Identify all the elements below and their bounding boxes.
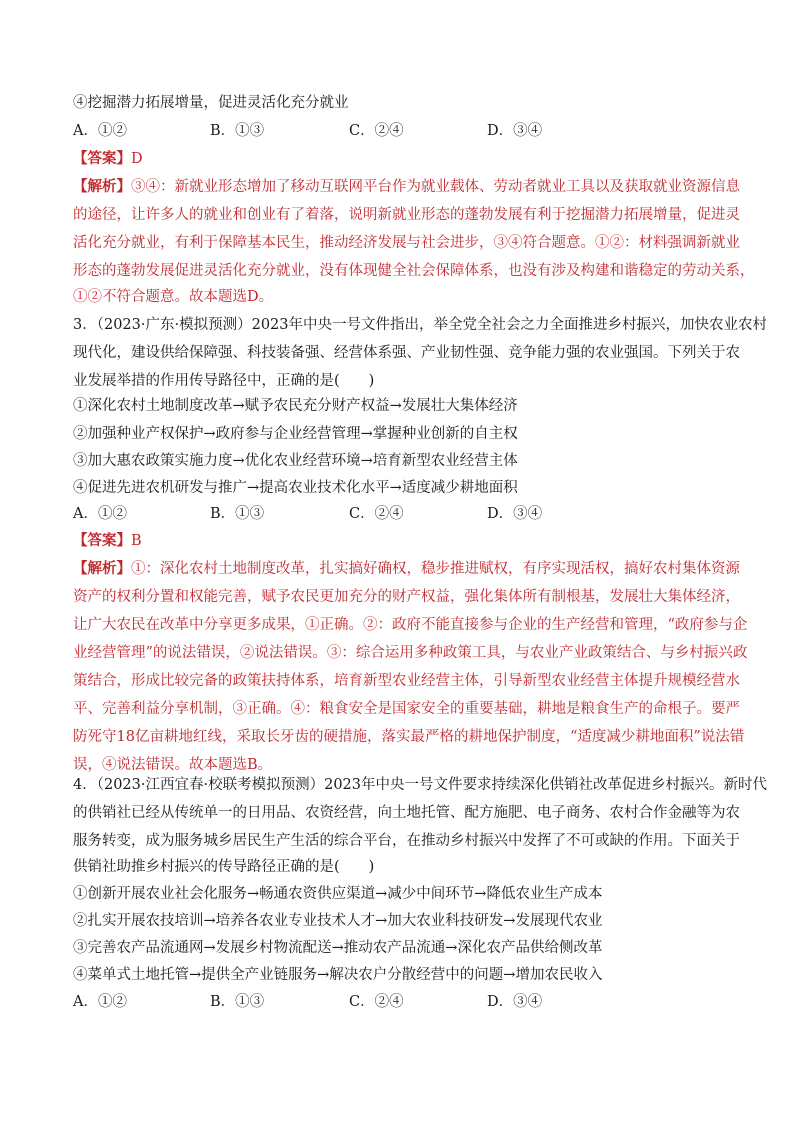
q3-item-2: ②加强种业产权保护→政府参与企业经营管理→掌握种业创新的自主权 [73,426,518,442]
answer-label: 【答案】 [73,150,131,167]
q3-analysis-line-3: 让广大农民在改革中分享更多成果，①正确。②：政府不能直接参与企业的生产经营和管理，“政府参与企 [73,617,748,633]
q3-stem-line-3: 业发展举措的作用传导路径中，正确的是( ) [73,373,375,389]
q3-analysis-line-6: 平、完善利益分享机制，③正确。④：粮食安全是国家安全的重要基础，耕地是粮食生产的命根子。要严 [73,701,740,717]
q3-analysis-line-2: 资产的权利分置和权能完善，赋予农民更加充分的财产权益，强化集体所有制根基，发展壮大集体经济， [73,589,740,605]
q4-option-c: C．②④ [349,994,404,1010]
q3-item-1: ①深化农村土地制度改革→赋予农民充分财产权益→发展壮大集体经济 [73,398,518,414]
q2-option-b: B．①③ [210,123,265,139]
q4-item-1: ①创新开展农业社会化服务→畅通农资供应渠道→减少中间环节→降低农业生产成本 [73,886,603,902]
q2-options [73,121,733,141]
q3-option-c: C．②④ [349,506,404,522]
q3-options [73,504,733,524]
q2-answer [73,149,733,169]
q3-stem-line-2: 现代化，建设供给保障强、科技装备强、经营体系强、产业韧性强、竞争能力强的农业强国。下列关于农 [73,345,740,361]
q4-options [73,992,733,1012]
q3-option-b: B．①③ [210,506,265,522]
q2-analysis-line-3: 活化充分就业，有利于保障基本民生，推动经济发展与社会进步，③④符合题意。①②：材料强调新就业 [73,235,740,251]
analysis-label: 【解析】 [73,560,131,577]
q2-item-4: ④挖掘潜力拓展增量，促进灵活化充分就业 [73,95,349,111]
q4-item-4: ④菜单式土地托管→提供全产业链服务→解决农户分散经营中的问题→增加农民收入 [73,967,603,983]
q2-analysis-line-1: 【解析】③④：新就业形态增加了移动互联网平台作为就业载体、劳动者就业工具以及获取就业资源信息 [73,178,740,195]
q3-analysis-line-1: 【解析】①：深化农村土地制度改革，扎实搞好确权，稳步推进赋权，有序实现活权，搞好农村集体资源 [73,560,740,577]
q4-stem-line-1: 4．（2023·江西宜春·校联考模拟预测）2023年中央一号文件要求持续深化供销社改革促进乡村振兴。新时代 [73,777,767,793]
q4-stem-line-4: 供销社助推乡村振兴的传导路径正确的是( ) [73,859,375,875]
q3-analysis-line-8: 误，④说法错误。故本题选B。 [73,757,273,773]
q3-analysis-line-5: 策结合，形成比较完备的政策扶持体系，培育新型农业经营主体，引导新型农业经营主体提升规模经营水 [73,673,740,689]
analysis-label: 【解析】 [73,178,131,195]
q4-item-2: ②扎实开展农技培训→培养各农业专业技术人才→加大农业科技研发→发展现代农业 [73,913,603,929]
q3-item-3: ③加大惠农政策实施力度→优化农业经营环境→培育新型农业经营主体 [73,453,518,469]
q2-option-c: C．②④ [349,123,404,139]
q3-answer [73,531,733,551]
q3-analysis-line-7: 防死守18亿亩耕地红线，采取长牙齿的硬措施，落实最严格的耕地保护制度，“适度减少耕地面积”说法错 [73,729,745,745]
answer-label: 【答案】 [73,532,131,549]
q4-item-3: ③完善农产品流通网→发展乡村物流配送→推动农产品流通→深化农产品供给侧改革 [73,940,603,956]
q3-stem-line-1: 3．（2023·广东·模拟预测）2023年中央一号文件指出，举全党全社会之力全面推进乡村振兴，加快农业农村 [73,317,767,333]
q2-option-a: A．①② [73,123,127,139]
answer-value: B [131,533,142,549]
q2-analysis-line-4: 形态的蓬勃发展促进灵活化充分就业，没有体现健全社会保障体系，也没有涉及构建和谐稳定的劳动关系， [73,263,755,279]
q4-option-d: D．③④ [487,994,543,1010]
q2-analysis-line-5: ①②不符合题意。故本题选D。 [73,289,274,305]
answer-value: D [131,151,143,167]
q2-analysis-line-2: 的途径，让许多人的就业和创业有了着落，说明新就业形态的蓬勃发展有利于挖掘潜力拓展增量，促进灵 [73,207,740,223]
q3-option-a: A．①② [73,506,127,522]
q3-analysis-line-4: 业经营管理”的说法错误，②说法错误。③：综合运用多种政策工具，与农业产业政策结合、与乡村振兴政 [73,645,748,661]
q4-option-b: B．①③ [210,994,265,1010]
q4-option-a: A．①② [73,994,127,1010]
q4-stem-line-3: 服务转变，成为服务城乡居民生产生活的综合平台，在推动乡村振兴中发挥了不可或缺的作用。下面关于 [73,833,740,849]
q4-stem-line-2: 的供销社已经从传统单一的日用品、农资经营，向土地托管、配方施肥、电子商务、农村合作金融等为农 [73,805,740,821]
q3-option-d: D．③④ [487,506,543,522]
q3-item-4: ④促进先进农机研发与推广→提高农业技术化水平→适度减少耕地面积 [73,480,518,496]
q2-option-d: D．③④ [487,123,543,139]
